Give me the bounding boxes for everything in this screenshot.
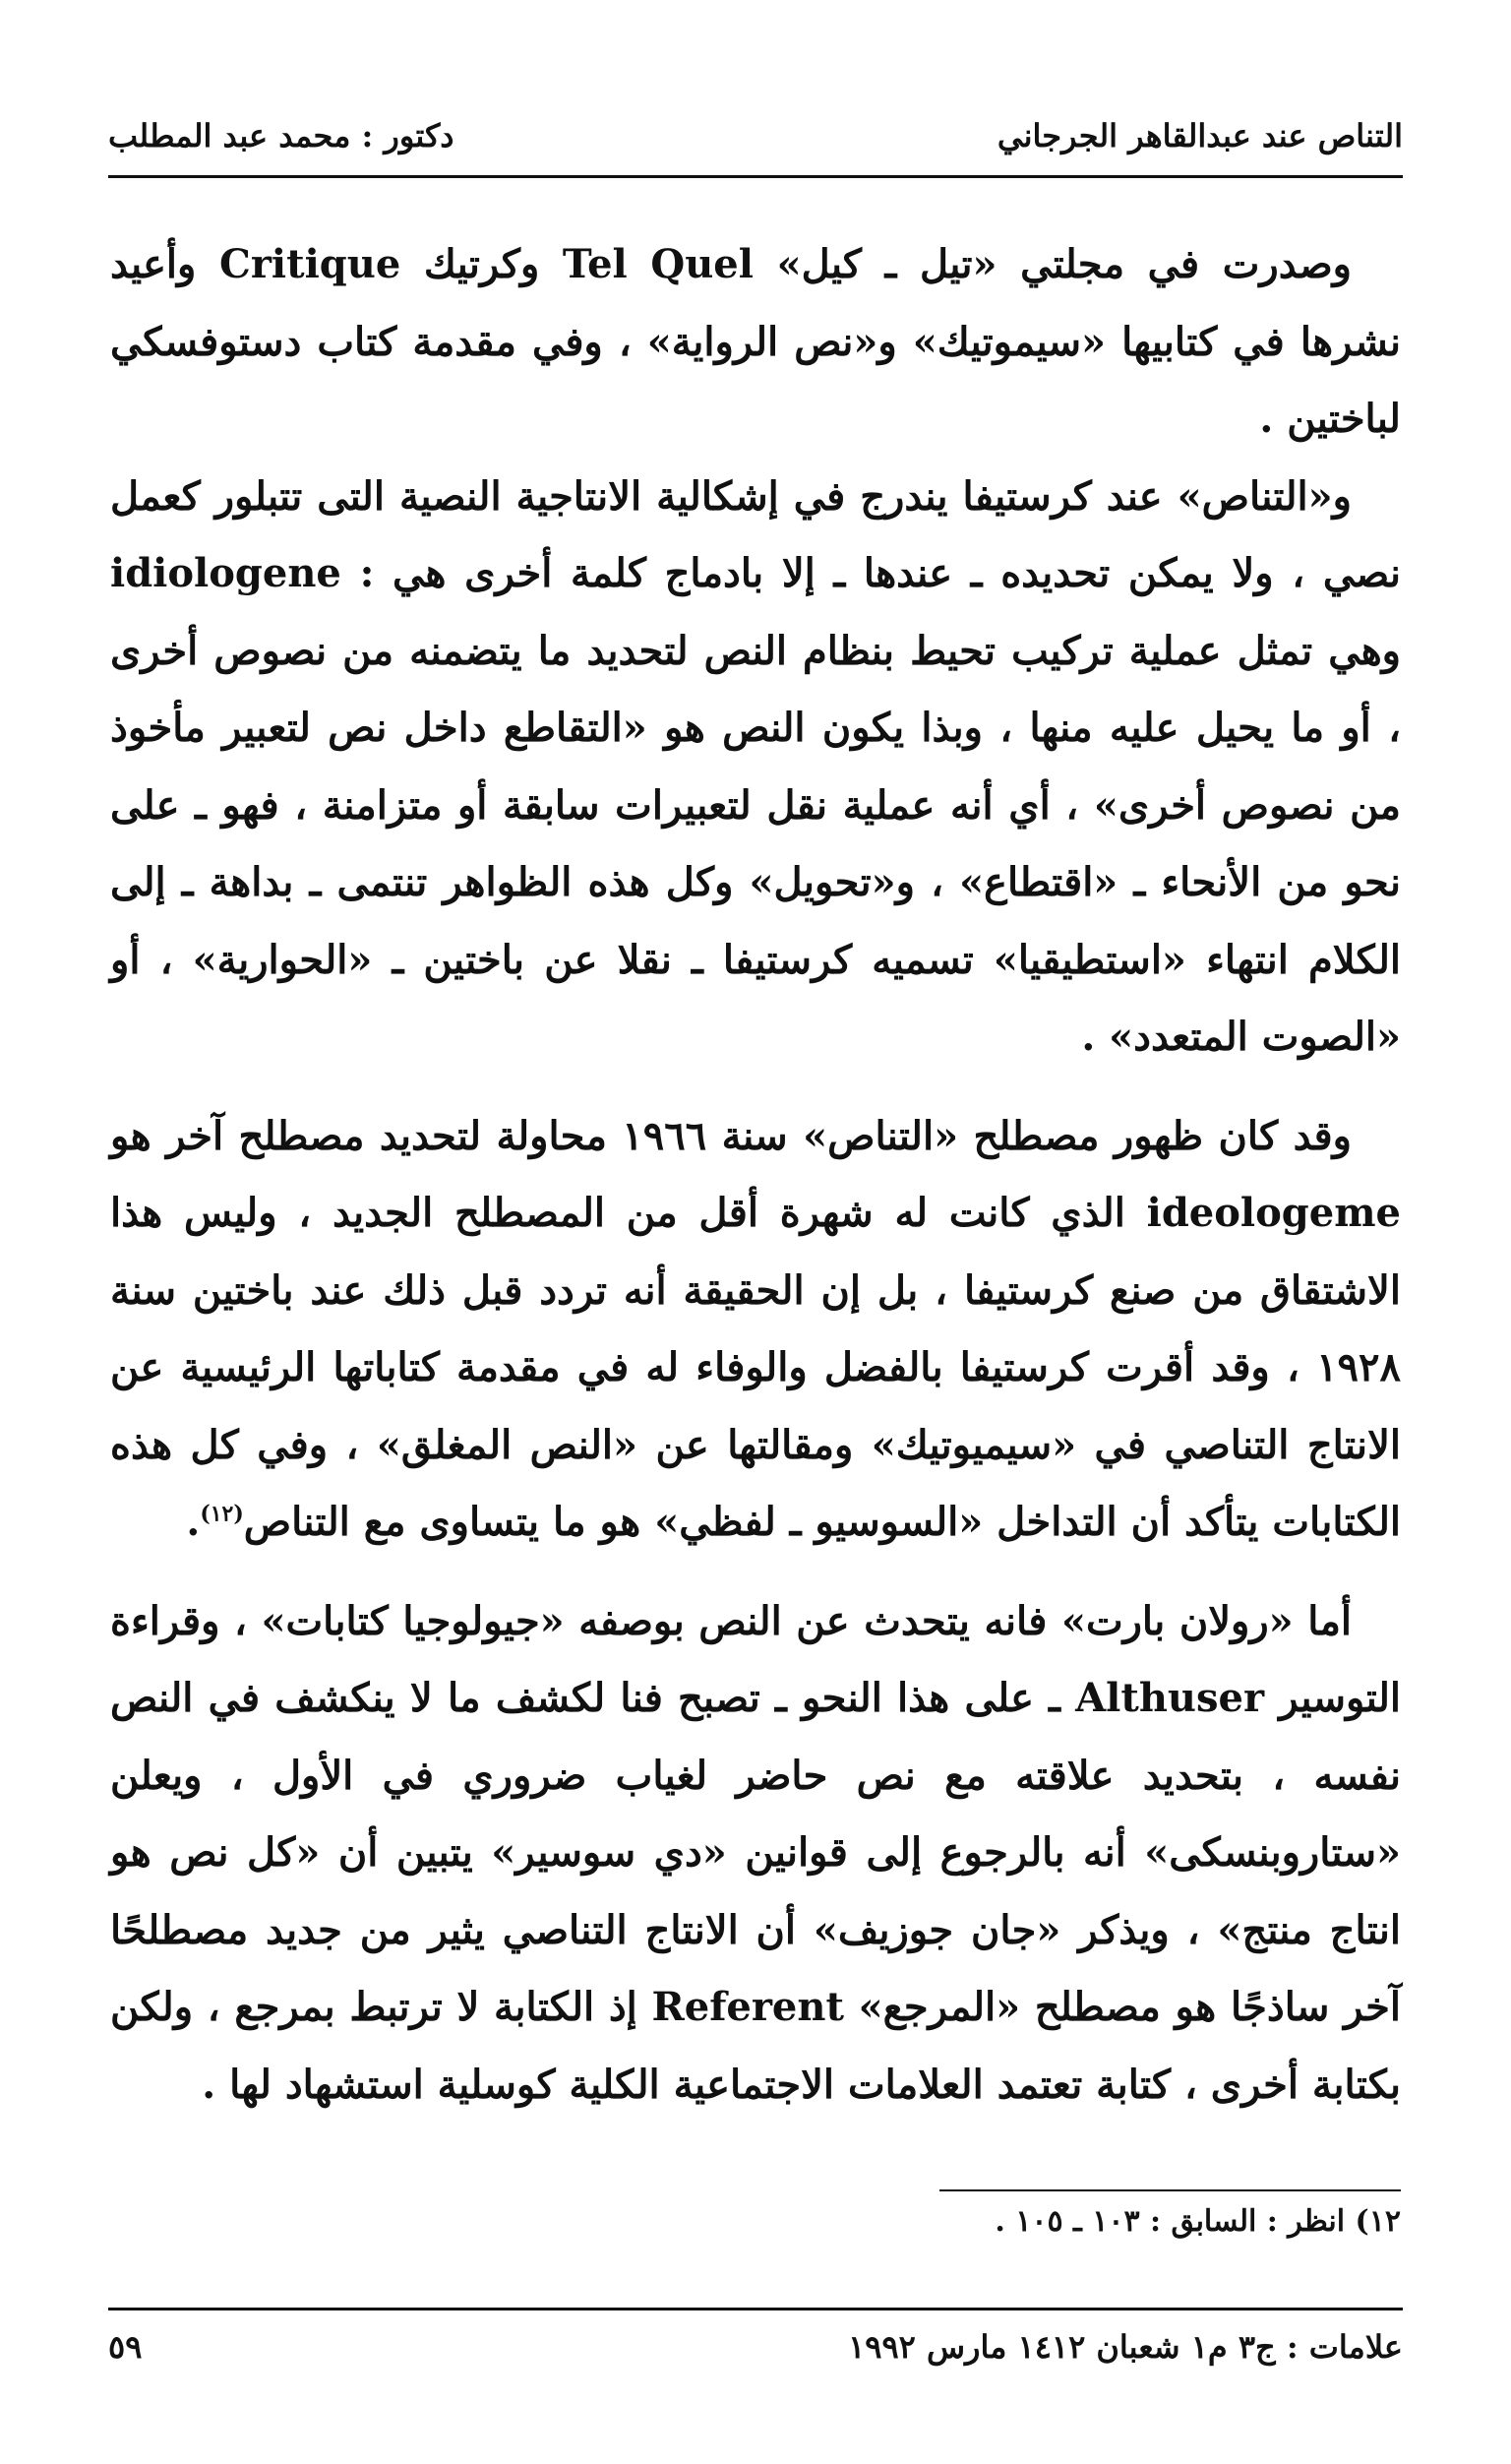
header-title: التناص عند عبدالقاهر الجرجاني bbox=[997, 117, 1403, 154]
paragraph-1: وصدرت في مجلتي «تيل ـ كيل» Tel Quel وكرتيك Critique وأعيد نشرها في كتابيها «سيموتيك» و«نص الرواية» ، وفي مقدمة كتاب دستوفسكي لباختين . bbox=[110, 241, 1401, 442]
footnote-divider bbox=[939, 2189, 1401, 2191]
paragraph-3 bbox=[110, 1098, 1401, 1562]
footer-divider bbox=[108, 2308, 1403, 2310]
running-footer bbox=[108, 2322, 1403, 2372]
paragraph-4: أما «رولان بارت» فانه يتحدث عن النص بوصفه «جيولوجيا كتابات» ، وقراءة التوسير Althuser ـ على هذا النحو ـ تصبح فنا لكشف ما لا ينكشف في النص نفسه ، بتحديد علاقته مع نص حاضر لغياب ضروري في الأول ، ويعلن «ستاروبنسكى» أنه بالرجوع إلى قوانين «دي سوسير» يتبين أن «كل نص هو انتاج منتج» ، ويذكر «جان جوزيف» أن الانتاج التناصي يثير من جديد مصطلحًا آخر ساذجًا هو مصطلح «المرجع» Referent إذ الكتابة لا ترتبط بمرجع ، ولكن بكتابة أخرى ، كتابة تعتمد العلامات الاجتماعية الكلية كوسلية استشهاد لها . bbox=[110, 1597, 1401, 2108]
paragraph-3-end: . bbox=[186, 1499, 201, 1545]
page-number: ٥٩ bbox=[108, 2328, 143, 2366]
footnote: ١٢) انظر : السابق : ١٠٣ ـ ١٠٥ . bbox=[995, 2204, 1401, 2239]
footer-issue: علامات : ج٣ م١ شعبان ١٤١٢ مارس ١٩٩٢ bbox=[848, 2328, 1403, 2366]
body-text bbox=[110, 226, 1401, 2124]
running-header bbox=[108, 106, 1403, 165]
paragraph-2: و«التناص» عند كرستيفا يندرج في إشكالية الانتاجية النصية التى تتبلور كعمل نصي ، ولا يمكن تحديده ـ عندها ـ إلا بادماج كلمة أخرى هي : idiologene وهي تمثل عملية تركيب تحيط بنظام النص لتحديد ما يتضمنه من نصوص أخرى ، أو ما يحيل عليه منها ، وبذا يكون النص هو «التقاطع داخل نص لتعبير مأخوذ من نصوص أخرى» ، أي أنه عملية نقل لتعبيرات سابقة أو متزامنة ، فهو ـ على نحو من الأنحاء ـ «اقتطاع» ، و«تحويل» وكل هذه الظواهر تنتمى ـ بداهة ـ إلى الكلام انتهاء «استطيقيا» تسميه كرستيفا ـ نقلا عن باختين ـ «الحوارية» ، أو «الصوت المتعدد» . bbox=[110, 472, 1401, 1060]
paragraph-3-text: وقد كان ظهور مصطلح «التناص» سنة ١٩٦٦ محاولة لتحديد مصطلح آخر هو ideologeme الذي كانت له شهرة أقل من المصطلح الجديد ، وليس هذا الاشتقاق من صنع كرستيفا ، بل إن الحقيقة أنه تردد قبل ذلك عند باختين سنة ١٩٢٨ ، وقد أقرت كرستيفا بالفضل والوفاء له في مقدمة كتاباتها الرئيسية عن الانتاج التناصي في «سيميوتيك» ومقالتها عن «النص المغلق» ، وفي كل هذه الكتابات يتأكد أن التداخل «السوسيو ـ لفظي» هو ما يتساوى مع التناص bbox=[110, 1112, 1401, 1545]
header-divider bbox=[108, 175, 1403, 178]
footnote-marker: (١٢) bbox=[200, 1501, 244, 1527]
header-author: دكتور : محمد عبد المطلب bbox=[108, 117, 454, 154]
